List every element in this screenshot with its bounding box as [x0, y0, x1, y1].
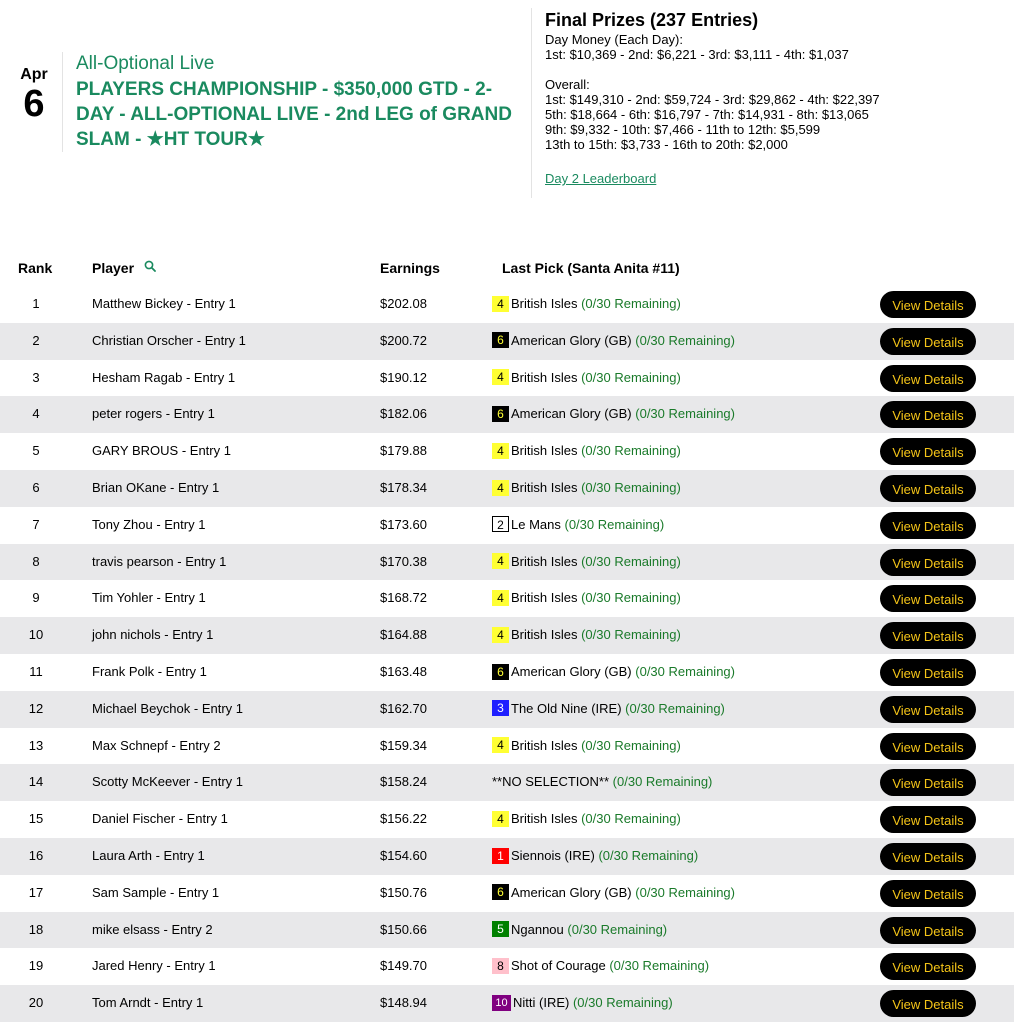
player-name: GARY BROUS - Entry 1 — [92, 443, 231, 459]
last-pick-cell — [492, 433, 681, 470]
overall-line: 13th to 15th: $3,733 - 16th to 20th: $2,000 — [545, 137, 788, 152]
view-details-button[interactable]: View Details — [880, 917, 976, 944]
table-row — [0, 617, 1014, 654]
player-name: Daniel Fischer - Entry 1 — [92, 811, 228, 827]
earnings-cell: $182.06 — [380, 406, 427, 422]
horse-name: British Isles — [511, 369, 578, 385]
table-row — [0, 875, 1014, 912]
event-subtitle: All-Optional Live — [76, 53, 215, 74]
last-pick-cell — [492, 544, 681, 581]
view-details-button[interactable]: View Details — [880, 585, 976, 612]
earnings-cell: $156.22 — [380, 811, 427, 827]
player-header-label: Player — [92, 260, 135, 276]
view-details-button[interactable]: View Details — [880, 622, 976, 649]
last-pick-header: Last Pick (Santa Anita #11) — [502, 260, 680, 276]
last-pick-cell — [492, 507, 664, 544]
earnings-cell: $178.34 — [380, 479, 427, 495]
overall-line: 5th: $18,664 - 6th: $16,797 - 7th: $14,931 - 8th: $13,065 — [545, 107, 869, 122]
last-pick-cell — [492, 764, 712, 801]
earnings-cell: $200.72 — [380, 332, 427, 348]
post-number-badge: 4 — [492, 737, 509, 753]
view-details-button[interactable]: View Details — [880, 880, 976, 907]
day-money-label: Day Money (Each Day): — [545, 32, 683, 47]
earnings-cell: $154.60 — [380, 847, 427, 863]
player-name: john nichols - Entry 1 — [92, 627, 214, 643]
post-number-badge: 6 — [492, 332, 509, 348]
table-row — [0, 912, 1014, 949]
prizes-heading: Final Prizes (237 Entries) — [545, 10, 759, 30]
rank-cell: 3 — [32, 369, 40, 385]
horse-name: British Isles — [511, 627, 578, 643]
view-details-button[interactable]: View Details — [880, 549, 976, 576]
table-row — [0, 948, 1014, 985]
divider — [531, 8, 532, 198]
horse-name: British Isles — [511, 737, 578, 753]
last-pick-cell — [492, 948, 709, 985]
rank-cell: 17 — [28, 884, 44, 900]
view-details-button[interactable]: View Details — [880, 475, 976, 502]
divider — [62, 52, 63, 152]
player-name: Scotty McKeever - Entry 1 — [92, 774, 243, 790]
horse-name: The Old Nine (IRE) — [511, 700, 622, 716]
event-title: PLAYERS CHAMPIONSHIP - $350,000 GTD - 2-DAY - ALL-OPTIONAL LIVE - 2nd LEG of GRAND SLAM - ★HT TOUR★ — [76, 79, 512, 150]
rank-cell: 2 — [32, 332, 40, 348]
rank-cell: 8 — [32, 553, 40, 569]
remaining-count: (0/30 Remaining) — [581, 627, 681, 643]
event-title-block — [76, 53, 516, 152]
post-number-badge: 4 — [492, 443, 509, 459]
earnings-cell: $173.60 — [380, 516, 427, 532]
prizes-panel — [545, 9, 1005, 186]
remaining-count: (0/30 Remaining) — [581, 811, 681, 827]
table-row — [0, 433, 1014, 470]
player-name: Tim Yohler - Entry 1 — [92, 590, 206, 606]
last-pick-cell — [492, 801, 681, 838]
table-row — [0, 801, 1014, 838]
post-number-badge: 4 — [492, 369, 509, 385]
player-name: Tony Zhou - Entry 1 — [92, 516, 206, 532]
remaining-count: (0/30 Remaining) — [625, 700, 725, 716]
player-name: Brian OKane - Entry 1 — [92, 479, 220, 495]
table-row — [0, 507, 1014, 544]
earnings-cell: $170.38 — [380, 553, 427, 569]
remaining-count: (0/30 Remaining) — [581, 369, 681, 385]
table-row — [0, 985, 1014, 1022]
last-pick-cell — [492, 470, 681, 507]
last-pick-cell — [492, 691, 725, 728]
horse-name: British Isles — [511, 590, 578, 606]
horse-name: American Glory (GB) — [511, 406, 632, 422]
table-row — [0, 580, 1014, 617]
remaining-count: (0/30 Remaining) — [581, 443, 681, 459]
rank-cell: 9 — [32, 590, 40, 606]
horse-name: British Isles — [511, 296, 578, 311]
horse-name: British Isles — [511, 443, 578, 459]
earnings-cell: $148.94 — [380, 995, 427, 1011]
event-day: 6 — [23, 83, 45, 125]
rank-cell: 15 — [28, 811, 44, 827]
post-number-badge: 6 — [492, 884, 509, 900]
table-row — [0, 654, 1014, 691]
player-name: Christian Orscher - Entry 1 — [92, 332, 246, 348]
event-date — [12, 66, 56, 124]
remaining-count: (0/30 Remaining) — [635, 332, 735, 348]
table-row — [0, 323, 1014, 360]
last-pick-cell — [492, 654, 735, 691]
table-row — [0, 470, 1014, 507]
search-icon[interactable] — [144, 260, 156, 272]
earnings-cell: $162.70 — [380, 700, 427, 716]
horse-name: Nitti (IRE) — [513, 995, 570, 1011]
horse-name: Shot of Courage — [511, 958, 606, 974]
player-name: travis pearson - Entry 1 — [92, 553, 227, 569]
view-details-button[interactable]: View Details — [880, 769, 976, 796]
last-pick-cell — [492, 838, 698, 875]
rank-cell: 18 — [28, 921, 44, 937]
horse-name: American Glory (GB) — [511, 663, 632, 679]
player-name: Tom Arndt - Entry 1 — [92, 995, 204, 1011]
post-number-badge: 4 — [492, 296, 509, 312]
post-number-badge: 4 — [492, 553, 509, 569]
table-row — [0, 838, 1014, 875]
remaining-count: (0/30 Remaining) — [567, 921, 668, 937]
rank-cell: 16 — [28, 847, 44, 863]
last-pick-cell — [492, 580, 681, 617]
player-name: Laura Arth - Entry 1 — [92, 847, 205, 863]
remaining-count: (0/30 Remaining) — [609, 958, 710, 974]
player-name: Hesham Ragab - Entry 1 — [92, 369, 236, 385]
earnings-header: Earnings — [380, 260, 440, 276]
earnings-cell: $179.88 — [380, 443, 427, 459]
post-number-badge: 4 — [492, 480, 509, 496]
earnings-cell: $164.88 — [380, 627, 427, 643]
table-row — [0, 691, 1014, 728]
post-number-badge: 1 — [492, 848, 509, 864]
view-details-button[interactable]: View Details — [880, 401, 976, 428]
view-details-button[interactable]: View Details — [880, 328, 976, 355]
player-name: Frank Polk - Entry 1 — [92, 663, 207, 679]
post-number-badge: 6 — [492, 664, 509, 680]
view-details-button[interactable]: View Details — [880, 438, 976, 465]
view-details-button[interactable]: View Details — [880, 843, 976, 870]
rank-cell: 7 — [32, 516, 40, 532]
post-number-badge: 4 — [492, 627, 509, 643]
post-number-badge: 4 — [492, 590, 509, 606]
earnings-cell: $163.48 — [380, 663, 427, 679]
earnings-cell: $159.34 — [380, 737, 427, 753]
table-row — [0, 396, 1014, 433]
table-row — [0, 728, 1014, 765]
remaining-count: (0/30 Remaining) — [612, 774, 713, 790]
horse-name: American Glory (GB) — [511, 332, 632, 348]
rank-cell: 20 — [28, 995, 44, 1011]
remaining-count: (0/30 Remaining) — [581, 737, 681, 753]
view-details-button[interactable]: View Details — [880, 953, 976, 980]
view-details-button[interactable]: View Details — [880, 806, 976, 833]
horse-name: Siennois (IRE) — [511, 847, 595, 863]
horse-name: **NO SELECTION** — [492, 774, 610, 790]
player-header — [92, 260, 156, 276]
rank-cell: 12 — [28, 700, 44, 716]
earnings-cell: $190.12 — [380, 369, 427, 385]
horse-name: British Isles — [511, 811, 578, 827]
horse-name: British Isles — [511, 479, 578, 495]
remaining-count: (0/30 Remaining) — [635, 663, 735, 679]
post-number-badge: 5 — [492, 921, 509, 937]
day2-leaderboard-link[interactable]: Day 2 Leaderboard — [545, 171, 657, 186]
player-name: Max Schnepf - Entry 2 — [92, 737, 221, 753]
rank-cell: 19 — [28, 958, 44, 974]
table-body — [0, 286, 1014, 1022]
horse-name: American Glory (GB) — [511, 884, 632, 900]
last-pick-cell — [492, 875, 735, 912]
view-details-button[interactable]: View Details — [880, 733, 976, 760]
earnings-cell: $150.66 — [380, 921, 427, 937]
post-number-badge: 2 — [492, 516, 509, 532]
rank-cell: 4 — [32, 406, 40, 422]
horse-name: Le Mans — [511, 516, 561, 532]
remaining-count: (0/30 Remaining) — [635, 406, 735, 422]
table-header — [0, 250, 1014, 286]
last-pick-cell — [492, 286, 681, 323]
earnings-cell: $168.72 — [380, 590, 427, 606]
last-pick-cell — [492, 323, 735, 360]
player-name: Jared Henry - Entry 1 — [92, 958, 216, 974]
view-details-button[interactable]: View Details — [880, 659, 976, 686]
post-number-badge: 8 — [492, 958, 509, 974]
view-details-button[interactable]: View Details — [880, 365, 976, 392]
remaining-count: (0/30 Remaining) — [581, 590, 681, 606]
earnings-cell: $158.24 — [380, 774, 427, 790]
post-number-badge: 4 — [492, 811, 509, 827]
overall-label: Overall: — [545, 77, 590, 92]
rank-cell: 10 — [28, 627, 44, 643]
player-name: peter rogers - Entry 1 — [92, 406, 215, 422]
post-number-badge: 10 — [492, 995, 511, 1011]
remaining-count: (0/30 Remaining) — [572, 995, 673, 1011]
rank-header: Rank — [18, 260, 53, 276]
remaining-count: (0/30 Remaining) — [581, 553, 681, 569]
rank-cell: 13 — [28, 737, 44, 753]
earnings-cell: $202.08 — [380, 296, 427, 311]
leaderboard-table — [0, 250, 1014, 1022]
earnings-cell: $149.70 — [380, 958, 427, 974]
last-pick-cell — [492, 985, 673, 1022]
post-number-badge: 3 — [492, 700, 509, 716]
remaining-count: (0/30 Remaining) — [581, 296, 681, 311]
event-header — [0, 0, 1014, 210]
overall-line: 1st: $149,310 - 2nd: $59,724 - 3rd: $29,862 - 4th: $22,397 — [545, 92, 880, 107]
earnings-cell: $150.76 — [380, 884, 427, 900]
rank-cell: 5 — [32, 443, 40, 459]
remaining-count: (0/30 Remaining) — [564, 516, 665, 532]
rank-cell: 6 — [32, 479, 40, 495]
table-row — [0, 544, 1014, 581]
player-name: Michael Beychok - Entry 1 — [92, 700, 244, 716]
last-pick-cell — [492, 617, 681, 654]
rank-cell: 1 — [32, 296, 40, 311]
last-pick-cell — [492, 396, 735, 433]
player-name: Matthew Bickey - Entry 1 — [92, 296, 236, 311]
table-row — [0, 360, 1014, 397]
event-month: Apr — [20, 66, 48, 83]
post-number-badge: 6 — [492, 406, 509, 422]
last-pick-cell — [492, 912, 667, 949]
remaining-count: (0/30 Remaining) — [635, 884, 735, 900]
rank-cell: 14 — [28, 774, 44, 790]
remaining-count: (0/30 Remaining) — [598, 847, 699, 863]
player-name: Sam Sample - Entry 1 — [92, 884, 220, 900]
remaining-count: (0/30 Remaining) — [581, 479, 681, 495]
table-row — [0, 286, 1014, 323]
last-pick-cell — [492, 360, 681, 397]
view-details-button[interactable]: View Details — [880, 512, 976, 539]
last-pick-cell — [492, 728, 681, 765]
view-details-button[interactable]: View Details — [880, 990, 976, 1017]
view-details-button[interactable]: View Details — [880, 291, 976, 318]
overall-line: 9th: $9,332 - 10th: $7,466 - 11th to 12th: $5,599 — [545, 122, 821, 137]
table-row — [0, 764, 1014, 801]
rank-cell: 11 — [29, 663, 43, 679]
view-details-button[interactable]: View Details — [880, 696, 976, 723]
horse-name: British Isles — [511, 553, 578, 569]
player-name: mike elsass - Entry 2 — [92, 921, 213, 937]
horse-name: Ngannou — [511, 921, 564, 937]
day-money-values: 1st: $10,369 - 2nd: $6,221 - 3rd: $3,111 - 4th: $1,037 — [545, 47, 849, 62]
